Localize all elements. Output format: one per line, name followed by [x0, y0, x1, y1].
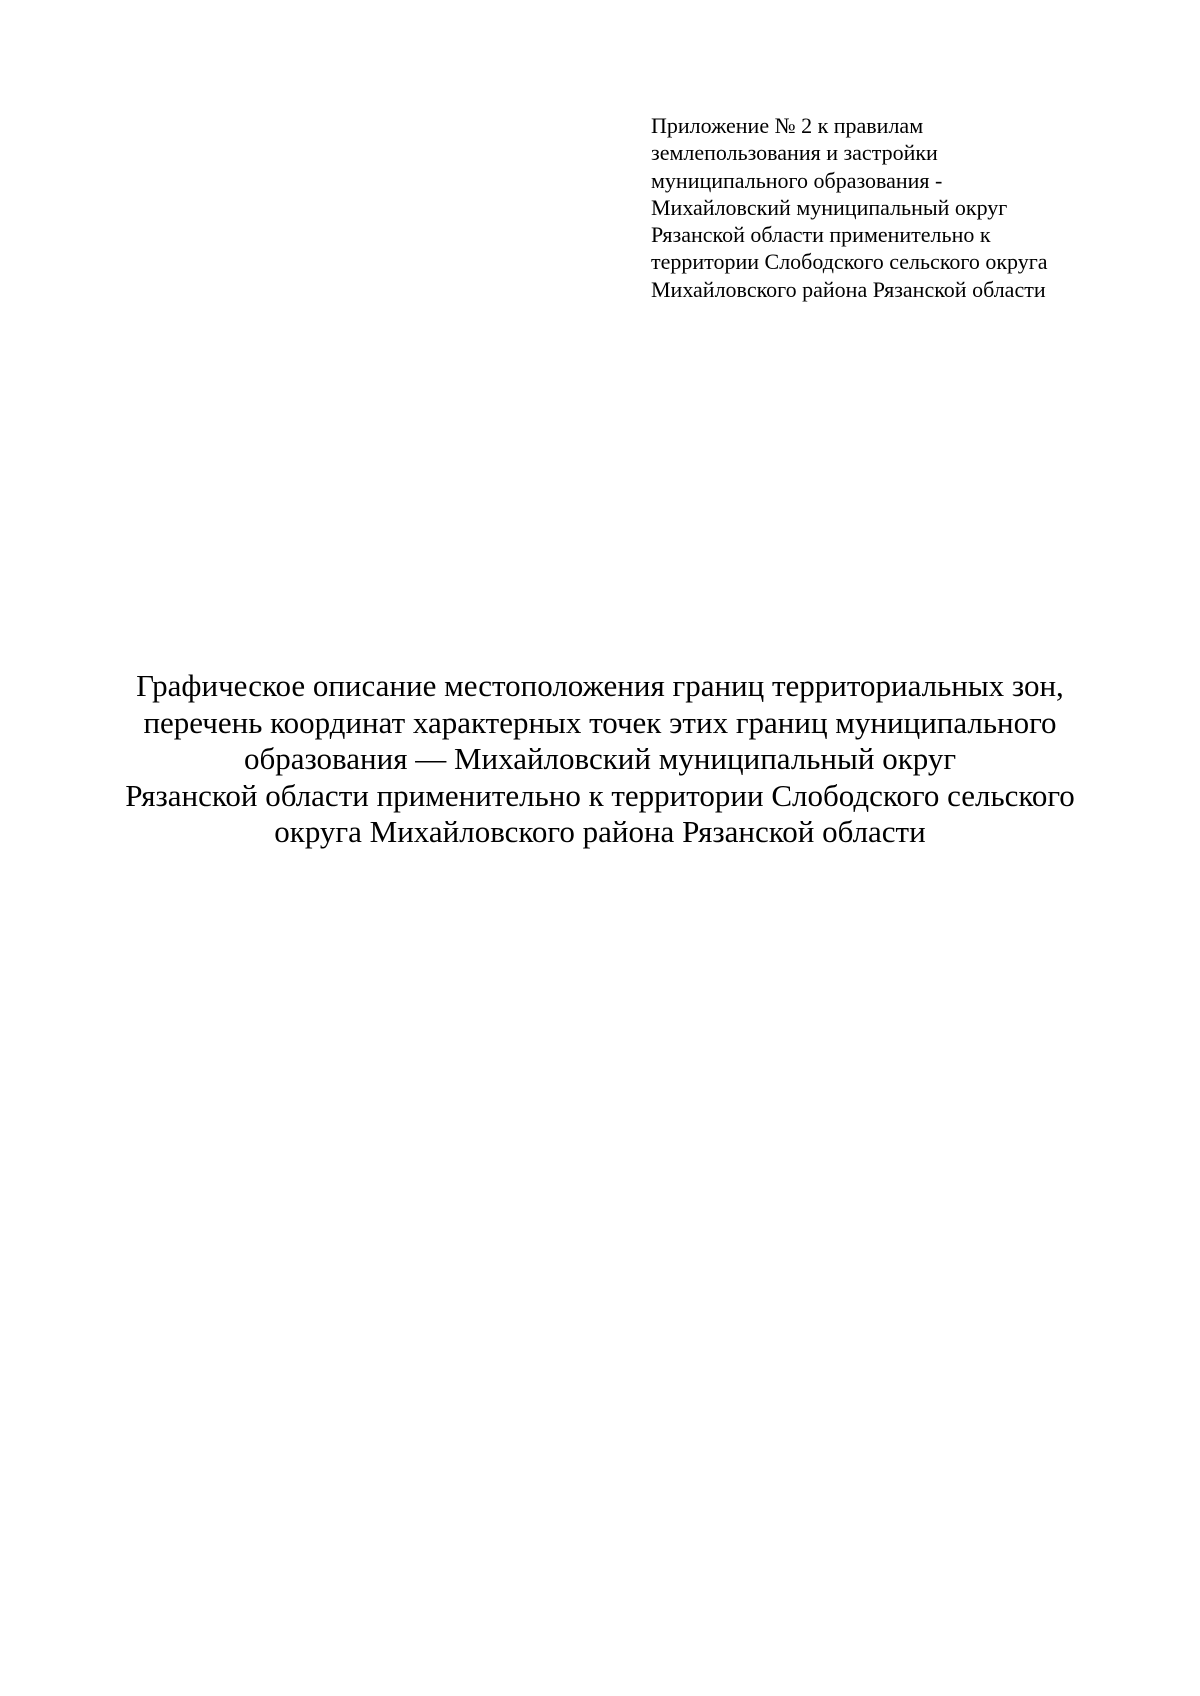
appendix-note-line: Михайловского района Рязанской области: [651, 276, 1046, 302]
document-title-line: округа Михайловского района Рязанской области: [274, 814, 926, 849]
document-title-line: Графическое описание местоположения границ территориальных зон,: [136, 668, 1064, 703]
appendix-note-line: территории Слободского сельского округа: [651, 249, 1048, 275]
document-title-line: перечень координат характерных точек этих границ муниципального: [143, 704, 1057, 740]
appendix-note-line: Приложение № 2 к правилам: [651, 113, 924, 138]
appendix-note-line: Рязанской области применительно к: [651, 222, 991, 248]
appendix-note-line: муниципального образования -: [651, 167, 943, 193]
appendix-note: [651, 112, 1151, 303]
document-title: [40, 668, 1160, 851]
appendix-note-line: землепользования и застройки: [651, 140, 938, 166]
appendix-note-line: Михайловский муниципальный округ: [651, 194, 1008, 220]
document-title-line: образования — Михайловский муниципальный округ: [243, 741, 957, 776]
document-title-line: Рязанской области применительно к территории Слободского сельского: [125, 777, 1075, 813]
